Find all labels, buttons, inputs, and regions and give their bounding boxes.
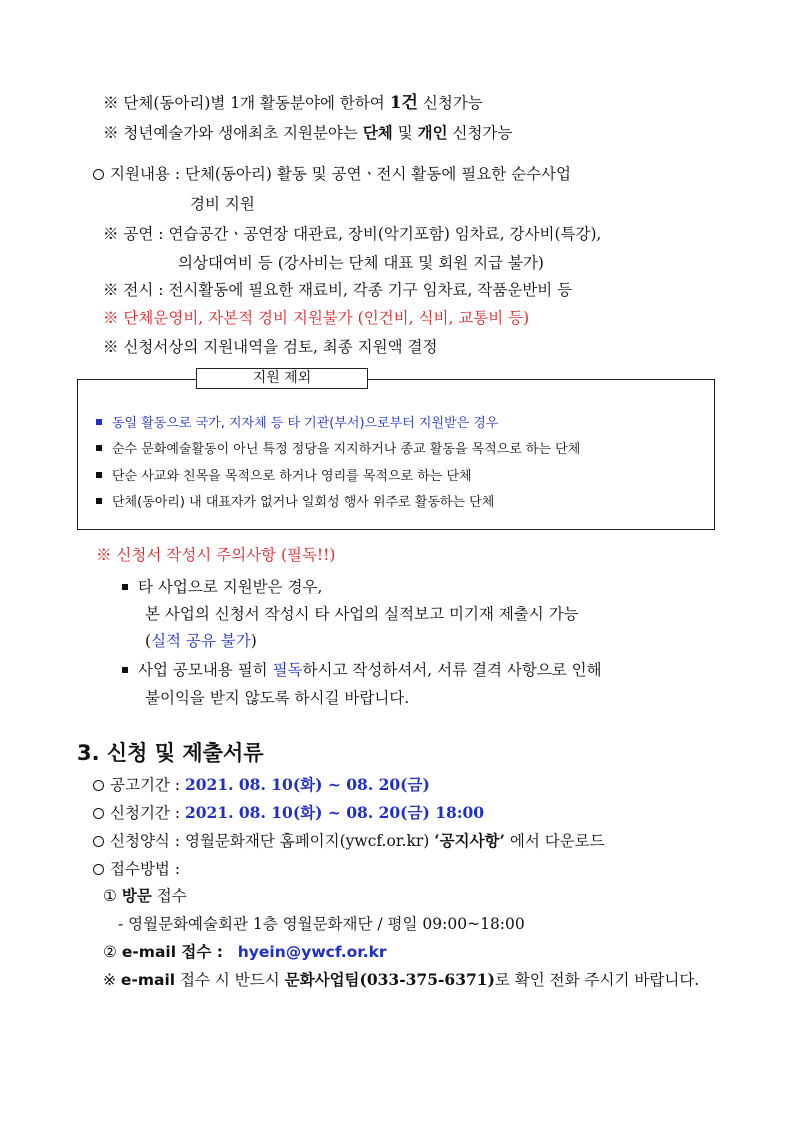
support-content-cont: 경비 지원 xyxy=(190,195,255,213)
notice-period: 공고기간 : 2021. 08. 10(화) ~ 08. 20(금) xyxy=(93,775,430,795)
square-bullet-icon xyxy=(96,498,102,504)
note-youth-first: ※ 청년예술가와 생애최초 지원분야는 단체 및 개인 신청가능 xyxy=(103,123,513,142)
caution-item-cont: (실적 공유 불가) xyxy=(145,632,257,650)
visit-detail: - 영월문화예술회관 1층 영월문화재단 / 평일 09:00~18:00 xyxy=(118,915,525,933)
apply-period: 신청기간 : 2021. 08. 10(화) ~ 08. 20(금) 18:00 xyxy=(93,803,484,823)
section-heading: 3. 신청 및 제출서류 xyxy=(77,741,264,765)
caution-item-cont: 불이익을 받지 않도록 하시길 바랍니다. xyxy=(145,689,410,707)
circle-bullet-icon xyxy=(93,836,104,847)
square-bullet-icon xyxy=(96,419,102,425)
caution-item-cont: 본 사업의 신청서 작성시 타 사업의 실적보고 미기재 제출시 가능 xyxy=(145,605,579,623)
method-visit: ① 방문 접수 xyxy=(103,887,187,905)
application-form: 신청양식 : 영월문화재단 홈페이지(ywcf.or.kr) ‘공지사항’ 에서 다운로드 xyxy=(93,831,605,851)
exclusion-item: 동일 활동으로 국가, 지자체 등 타 기관(부서)으로부터 지원받은 경우 xyxy=(96,412,498,431)
circle-bullet-icon xyxy=(93,169,104,180)
method-email: ② e-mail 접수 : hyein@ywcf.or.kr xyxy=(103,943,387,961)
review-note: ※ 신청서상의 지원내역을 검토, 최종 지원액 결정 xyxy=(103,338,438,356)
excluded-costs-note: ※ 단체운영비, 자본적 경비 지원불가 (인건비, 식비, 교통비 등) xyxy=(103,309,530,327)
exclusion-item: 단체(동아리) 내 대표자가 없거나 일회성 행사 위주로 활동하는 단체 xyxy=(96,491,494,510)
square-bullet-icon xyxy=(96,445,102,451)
square-bullet-icon xyxy=(96,472,102,478)
caution-item: 사업 공모내용 필히 필독하시고 작성하셔서, 서류 결격 사항으로 인해 xyxy=(122,660,602,680)
exhibition-costs: ※ 전시 : 전시활동에 필요한 재료비, 각종 기구 임차료, 작품운반비 등 xyxy=(103,281,573,299)
support-content: 지원내용 : 단체(동아리) 활동 및 공연ㆍ전시 활동에 필요한 순수사업 xyxy=(93,164,571,184)
phone-note: ※ e-mail 접수 시 반드시 문화사업팀(033-375-6371)로 확인 전화 주시기 바랍니다. xyxy=(103,970,700,989)
caution-item: 타 사업으로 지원받은 경우, xyxy=(122,577,322,597)
performance-costs: ※ 공연 : 연습공간ㆍ공연장 대관료, 장비(악기포함) 임차료, 강사비(특강), xyxy=(103,225,602,243)
square-bullet-icon xyxy=(122,667,128,673)
exclusion-item: 단순 사교와 친목을 목적으로 하거나 영리를 목적으로 하는 단체 xyxy=(96,465,472,484)
note-one-claim: ※ 단체(동아리)별 1개 활동분야에 한하여 1건 신청가능 xyxy=(103,93,483,113)
circle-bullet-icon xyxy=(93,808,104,819)
circle-bullet-icon xyxy=(93,864,104,875)
circle-bullet-icon xyxy=(93,780,104,791)
performance-costs-cont: 의상대여비 등 (강사비는 단체 대표 및 회원 지급 불가) xyxy=(178,254,544,272)
exclusion-item: 순수 문화예술활동이 아닌 특정 정당을 지지하거나 종교 활동을 목적으로 하는 단체 xyxy=(96,438,580,457)
submission-method: 접수방법 : xyxy=(93,859,180,879)
caution-title: ※ 신청서 작성시 주의사항 (필독!!) xyxy=(96,546,336,564)
square-bullet-icon xyxy=(122,584,128,590)
email-link[interactable]: hyein@ywcf.or.kr xyxy=(237,943,387,961)
exclusion-box-title: 지원 제외 xyxy=(196,368,368,389)
